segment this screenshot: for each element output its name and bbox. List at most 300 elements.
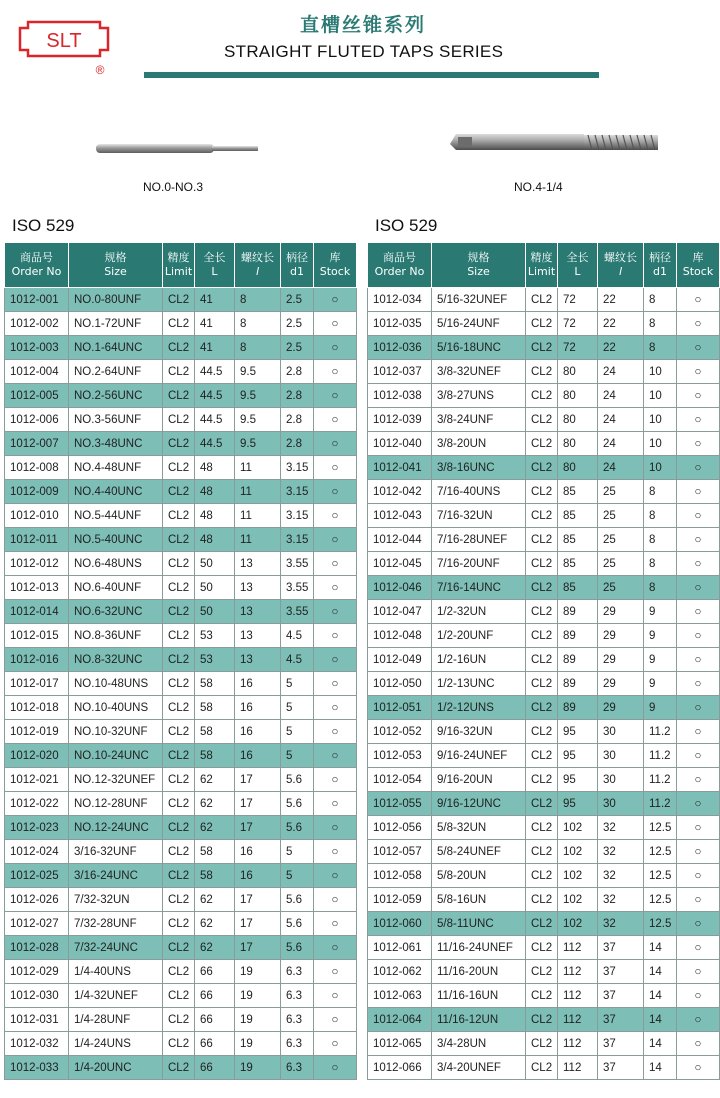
- length-cell: 89: [558, 696, 598, 720]
- stock-cell: ○: [677, 696, 720, 720]
- left-spec-table: [4, 242, 357, 1080]
- stock-cell: ○: [677, 600, 720, 624]
- length-cell: 58: [195, 744, 235, 768]
- stock-cell: ○: [677, 936, 720, 960]
- size-cell: 1/4-32UNEF: [69, 984, 163, 1008]
- size-cell: 7/16-32UN: [432, 504, 526, 528]
- shank-diameter-cell: 5: [281, 696, 314, 720]
- size-cell: 1/2-32UN: [432, 600, 526, 624]
- thread-length-cell: 17: [235, 912, 281, 936]
- order-no-cell: 1012-052: [368, 720, 432, 744]
- limit-cell: CL2: [163, 912, 195, 936]
- length-cell: 66: [195, 1008, 235, 1032]
- limit-cell: CL2: [163, 600, 195, 624]
- limit-cell: CL2: [526, 456, 558, 480]
- thread-length-cell: 37: [598, 1008, 644, 1032]
- shank-diameter-cell: 10: [644, 456, 677, 480]
- table-row: [5, 456, 357, 480]
- length-cell: 41: [195, 312, 235, 336]
- length-cell: 58: [195, 864, 235, 888]
- length-cell: 112: [558, 984, 598, 1008]
- thread-length-cell: 30: [598, 744, 644, 768]
- size-cell: NO.6-40UNF: [69, 576, 163, 600]
- stock-cell: ○: [677, 816, 720, 840]
- stock-cell: ○: [314, 672, 357, 696]
- length-cell: 89: [558, 624, 598, 648]
- header-limit: 精度 Limit: [526, 243, 558, 288]
- length-cell: 102: [558, 912, 598, 936]
- table-row: [368, 720, 720, 744]
- limit-cell: CL2: [526, 744, 558, 768]
- thread-length-cell: 13: [235, 552, 281, 576]
- thread-length-cell: 24: [598, 408, 644, 432]
- thread-length-cell: 13: [235, 576, 281, 600]
- stock-cell: ○: [314, 840, 357, 864]
- thread-length-cell: 13: [235, 600, 281, 624]
- size-cell: 9/16-12UNC: [432, 792, 526, 816]
- stock-cell: ○: [677, 744, 720, 768]
- table-row: [368, 432, 720, 456]
- length-cell: 95: [558, 720, 598, 744]
- table-row: [5, 768, 357, 792]
- length-cell: 72: [558, 312, 598, 336]
- table-row: [368, 864, 720, 888]
- shank-diameter-cell: 3.15: [281, 456, 314, 480]
- size-cell: NO.10-24UNC: [69, 744, 163, 768]
- order-no-cell: 1012-016: [5, 648, 69, 672]
- table-row: [368, 816, 720, 840]
- length-cell: 112: [558, 1056, 598, 1080]
- shank-diameter-cell: 9: [644, 600, 677, 624]
- limit-cell: CL2: [163, 984, 195, 1008]
- table-row: [368, 744, 720, 768]
- table-row: [368, 528, 720, 552]
- order-no-cell: 1012-045: [368, 552, 432, 576]
- limit-cell: CL2: [526, 888, 558, 912]
- stock-cell: ○: [314, 648, 357, 672]
- small-tap-image: [94, 138, 260, 162]
- size-cell: 11/16-16UN: [432, 984, 526, 1008]
- size-cell: NO.3-56UNF: [69, 408, 163, 432]
- size-cell: 3/8-16UNC: [432, 456, 526, 480]
- order-no-cell: 1012-049: [368, 648, 432, 672]
- length-cell: 48: [195, 528, 235, 552]
- size-cell: NO.4-48UNF: [69, 456, 163, 480]
- stock-cell: ○: [314, 480, 357, 504]
- shank-diameter-cell: 10: [644, 360, 677, 384]
- limit-cell: CL2: [526, 624, 558, 648]
- stock-cell: ○: [314, 456, 357, 480]
- size-cell: NO.8-36UNF: [69, 624, 163, 648]
- shank-diameter-cell: 14: [644, 1008, 677, 1032]
- limit-cell: CL2: [526, 384, 558, 408]
- length-cell: 48: [195, 456, 235, 480]
- table-row: [5, 792, 357, 816]
- shank-diameter-cell: 12.5: [644, 912, 677, 936]
- stock-cell: ○: [314, 432, 357, 456]
- length-cell: 112: [558, 936, 598, 960]
- header-limit: 精度 Limit: [163, 243, 195, 288]
- length-cell: 85: [558, 576, 598, 600]
- stock-cell: ○: [677, 720, 720, 744]
- shank-diameter-cell: 9: [644, 672, 677, 696]
- table-row: [368, 888, 720, 912]
- size-cell: 5/8-16UN: [432, 888, 526, 912]
- order-no-cell: 1012-065: [368, 1032, 432, 1056]
- stock-cell: ○: [677, 912, 720, 936]
- size-cell: NO.12-28UNF: [69, 792, 163, 816]
- limit-cell: CL2: [526, 312, 558, 336]
- table-row: [368, 936, 720, 960]
- table-row: [5, 384, 357, 408]
- thread-length-cell: 8: [235, 288, 281, 312]
- table-row: [5, 888, 357, 912]
- length-cell: 102: [558, 816, 598, 840]
- thread-length-cell: 29: [598, 672, 644, 696]
- stock-cell: ○: [314, 576, 357, 600]
- stock-cell: ○: [314, 912, 357, 936]
- limit-cell: CL2: [163, 288, 195, 312]
- size-cell: 1/4-24UNS: [69, 1032, 163, 1056]
- size-cell: 11/16-24UNEF: [432, 936, 526, 960]
- length-cell: 66: [195, 984, 235, 1008]
- table-row: [5, 312, 357, 336]
- table-row: [5, 576, 357, 600]
- length-cell: 95: [558, 744, 598, 768]
- limit-cell: CL2: [163, 888, 195, 912]
- shank-diameter-cell: 6.3: [281, 1008, 314, 1032]
- size-cell: 5/8-11UNC: [432, 912, 526, 936]
- header-thread-length: 螺纹长 l: [598, 243, 644, 288]
- stock-cell: ○: [314, 312, 357, 336]
- limit-cell: CL2: [526, 600, 558, 624]
- svg-text:®: ®: [95, 63, 105, 76]
- stock-cell: ○: [677, 504, 720, 528]
- thread-length-cell: 16: [235, 672, 281, 696]
- order-no-cell: 1012-030: [5, 984, 69, 1008]
- length-cell: 85: [558, 480, 598, 504]
- order-no-cell: 1012-039: [368, 408, 432, 432]
- order-no-cell: 1012-029: [5, 960, 69, 984]
- length-cell: 85: [558, 528, 598, 552]
- limit-cell: CL2: [526, 1008, 558, 1032]
- thread-length-cell: 37: [598, 960, 644, 984]
- order-no-cell: 1012-031: [5, 1008, 69, 1032]
- length-cell: 89: [558, 600, 598, 624]
- stock-cell: ○: [677, 960, 720, 984]
- thread-length-cell: 9.5: [235, 384, 281, 408]
- table-row: [5, 864, 357, 888]
- table-row: [5, 960, 357, 984]
- size-cell: 3/4-20UNEF: [432, 1056, 526, 1080]
- limit-cell: CL2: [163, 1056, 195, 1080]
- shank-diameter-cell: 10: [644, 432, 677, 456]
- limit-cell: CL2: [526, 504, 558, 528]
- order-no-cell: 1012-012: [5, 552, 69, 576]
- stock-cell: ○: [314, 984, 357, 1008]
- size-cell: 11/16-12UN: [432, 1008, 526, 1032]
- size-cell: NO.5-44UNF: [69, 504, 163, 528]
- order-no-cell: 1012-013: [5, 576, 69, 600]
- stock-cell: ○: [677, 672, 720, 696]
- table-row: [368, 504, 720, 528]
- limit-cell: CL2: [163, 840, 195, 864]
- table-row: [5, 912, 357, 936]
- order-no-cell: 1012-061: [368, 936, 432, 960]
- limit-cell: CL2: [526, 912, 558, 936]
- stock-cell: ○: [314, 504, 357, 528]
- length-cell: 48: [195, 504, 235, 528]
- table-row: [368, 1008, 720, 1032]
- order-no-cell: 1012-060: [368, 912, 432, 936]
- length-cell: 44.5: [195, 408, 235, 432]
- stock-cell: ○: [314, 816, 357, 840]
- shank-diameter-cell: 14: [644, 1032, 677, 1056]
- limit-cell: CL2: [526, 960, 558, 984]
- thread-length-cell: 16: [235, 744, 281, 768]
- shank-diameter-cell: 2.8: [281, 360, 314, 384]
- length-cell: 41: [195, 336, 235, 360]
- length-cell: 66: [195, 1056, 235, 1080]
- table-header: [5, 243, 357, 288]
- thread-length-cell: 19: [235, 1008, 281, 1032]
- shank-diameter-cell: 4.5: [281, 648, 314, 672]
- table-row: [5, 504, 357, 528]
- order-no-cell: 1012-004: [5, 360, 69, 384]
- stock-cell: ○: [314, 600, 357, 624]
- limit-cell: CL2: [163, 960, 195, 984]
- limit-cell: CL2: [163, 360, 195, 384]
- limit-cell: CL2: [163, 816, 195, 840]
- length-cell: 58: [195, 696, 235, 720]
- limit-cell: CL2: [163, 744, 195, 768]
- size-cell: 1/2-20UNF: [432, 624, 526, 648]
- order-no-cell: 1012-043: [368, 504, 432, 528]
- shank-diameter-cell: 3.15: [281, 504, 314, 528]
- limit-cell: CL2: [163, 1008, 195, 1032]
- size-cell: 3/16-24UNC: [69, 864, 163, 888]
- length-cell: 50: [195, 576, 235, 600]
- thread-length-cell: 29: [598, 696, 644, 720]
- header-shank-diameter: 柄径 d1: [281, 243, 314, 288]
- order-no-cell: 1012-042: [368, 480, 432, 504]
- large-tap-image: [446, 128, 662, 158]
- thread-length-cell: 25: [598, 504, 644, 528]
- thread-length-cell: 19: [235, 960, 281, 984]
- limit-cell: CL2: [526, 552, 558, 576]
- table-row: [368, 984, 720, 1008]
- size-cell: 3/8-20UN: [432, 432, 526, 456]
- size-cell: 5/16-18UNC: [432, 336, 526, 360]
- stock-cell: ○: [677, 528, 720, 552]
- limit-cell: CL2: [526, 696, 558, 720]
- size-cell: 5/8-24UNEF: [432, 840, 526, 864]
- header-order: 商品号 Order No: [5, 243, 69, 288]
- length-cell: 85: [558, 504, 598, 528]
- order-no-cell: 1012-015: [5, 624, 69, 648]
- limit-cell: CL2: [163, 408, 195, 432]
- order-no-cell: 1012-040: [368, 432, 432, 456]
- right-image-caption: NO.4-1/4: [514, 180, 563, 194]
- header-stock: 库 Stock: [314, 243, 357, 288]
- table-row: [5, 984, 357, 1008]
- table-row: [5, 672, 357, 696]
- limit-cell: CL2: [526, 792, 558, 816]
- page-title-en: STRAIGHT FLUTED TAPS SERIES: [224, 42, 504, 61]
- length-cell: 62: [195, 816, 235, 840]
- order-no-cell: 1012-002: [5, 312, 69, 336]
- thread-length-cell: 8: [235, 336, 281, 360]
- length-cell: 102: [558, 888, 598, 912]
- order-no-cell: 1012-044: [368, 528, 432, 552]
- limit-cell: CL2: [163, 528, 195, 552]
- header-size: 规格 Size: [69, 243, 163, 288]
- table-row: [5, 288, 357, 312]
- page-title-cn: 直槽丝锥系列: [300, 14, 427, 36]
- table-row: [368, 792, 720, 816]
- order-no-cell: 1012-006: [5, 408, 69, 432]
- table-row: [5, 1032, 357, 1056]
- stock-cell: ○: [677, 576, 720, 600]
- stock-cell: ○: [677, 432, 720, 456]
- stock-cell: ○: [314, 1032, 357, 1056]
- shank-diameter-cell: 8: [644, 312, 677, 336]
- limit-cell: CL2: [163, 864, 195, 888]
- length-cell: 80: [558, 408, 598, 432]
- shank-diameter-cell: 5: [281, 672, 314, 696]
- thread-length-cell: 9.5: [235, 432, 281, 456]
- shank-diameter-cell: 4.5: [281, 624, 314, 648]
- length-cell: 58: [195, 840, 235, 864]
- table-row: [5, 696, 357, 720]
- thread-length-cell: 9.5: [235, 360, 281, 384]
- thread-length-cell: 25: [598, 528, 644, 552]
- shank-diameter-cell: 11.2: [644, 720, 677, 744]
- thread-length-cell: 17: [235, 768, 281, 792]
- thread-length-cell: 25: [598, 480, 644, 504]
- thread-length-cell: 32: [598, 888, 644, 912]
- size-cell: 3/8-32UNEF: [432, 360, 526, 384]
- stock-cell: ○: [677, 1008, 720, 1032]
- size-cell: NO.1-72UNF: [69, 312, 163, 336]
- limit-cell: CL2: [163, 696, 195, 720]
- left-iso-label: ISO 529: [12, 216, 75, 235]
- table-row: [5, 600, 357, 624]
- thread-length-cell: 13: [235, 624, 281, 648]
- length-cell: 62: [195, 768, 235, 792]
- limit-cell: CL2: [163, 432, 195, 456]
- size-cell: NO.5-40UNC: [69, 528, 163, 552]
- shank-diameter-cell: 10: [644, 408, 677, 432]
- order-no-cell: 1012-054: [368, 768, 432, 792]
- shank-diameter-cell: 8: [644, 480, 677, 504]
- right-iso-label: ISO 529: [375, 216, 438, 235]
- size-cell: NO.10-48UNS: [69, 672, 163, 696]
- limit-cell: CL2: [163, 456, 195, 480]
- table-row: [5, 624, 357, 648]
- stock-cell: ○: [314, 624, 357, 648]
- thread-length-cell: 24: [598, 432, 644, 456]
- order-no-cell: 1012-066: [368, 1056, 432, 1080]
- thread-length-cell: 37: [598, 1032, 644, 1056]
- size-cell: 1/4-20UNC: [69, 1056, 163, 1080]
- table-row: [368, 960, 720, 984]
- stock-cell: ○: [677, 792, 720, 816]
- limit-cell: CL2: [163, 624, 195, 648]
- size-cell: 1/2-12UNS: [432, 696, 526, 720]
- order-no-cell: 1012-033: [5, 1056, 69, 1080]
- table-row: [368, 408, 720, 432]
- size-cell: 9/16-32UN: [432, 720, 526, 744]
- stock-cell: ○: [677, 888, 720, 912]
- stock-cell: ○: [677, 408, 720, 432]
- shank-diameter-cell: 9: [644, 648, 677, 672]
- shank-diameter-cell: 2.5: [281, 336, 314, 360]
- thread-length-cell: 37: [598, 984, 644, 1008]
- thread-length-cell: 29: [598, 600, 644, 624]
- limit-cell: CL2: [163, 792, 195, 816]
- size-cell: 3/8-27UNS: [432, 384, 526, 408]
- shank-diameter-cell: 5: [281, 744, 314, 768]
- stock-cell: ○: [314, 336, 357, 360]
- table-row: [368, 600, 720, 624]
- thread-length-cell: 32: [598, 840, 644, 864]
- length-cell: 50: [195, 552, 235, 576]
- table-row: [368, 624, 720, 648]
- size-cell: 5/16-32UNEF: [432, 288, 526, 312]
- shank-diameter-cell: 6.3: [281, 1032, 314, 1056]
- shank-diameter-cell: 5: [281, 720, 314, 744]
- table-row: [5, 336, 357, 360]
- stock-cell: ○: [314, 384, 357, 408]
- order-no-cell: 1012-032: [5, 1032, 69, 1056]
- limit-cell: CL2: [163, 384, 195, 408]
- stock-cell: ○: [677, 648, 720, 672]
- left-image-caption: NO.0-NO.3: [143, 180, 204, 194]
- length-cell: 53: [195, 648, 235, 672]
- thread-length-cell: 19: [235, 1056, 281, 1080]
- limit-cell: CL2: [526, 984, 558, 1008]
- order-no-cell: 1012-036: [368, 336, 432, 360]
- limit-cell: CL2: [526, 528, 558, 552]
- shank-diameter-cell: 5.6: [281, 792, 314, 816]
- limit-cell: CL2: [163, 336, 195, 360]
- table-row: [5, 816, 357, 840]
- length-cell: 62: [195, 936, 235, 960]
- table-row: [5, 528, 357, 552]
- size-cell: 1/2-16UN: [432, 648, 526, 672]
- order-no-cell: 1012-064: [368, 1008, 432, 1032]
- table-row: [5, 648, 357, 672]
- shank-diameter-cell: 8: [644, 288, 677, 312]
- order-no-cell: 1012-019: [5, 720, 69, 744]
- order-no-cell: 1012-056: [368, 816, 432, 840]
- shank-diameter-cell: 11.2: [644, 768, 677, 792]
- order-no-cell: 1012-050: [368, 672, 432, 696]
- limit-cell: CL2: [526, 336, 558, 360]
- title-underline: [144, 72, 599, 78]
- limit-cell: CL2: [163, 576, 195, 600]
- header-size: 规格 Size: [432, 243, 526, 288]
- header-stock: 库 Stock: [677, 243, 720, 288]
- limit-cell: CL2: [526, 720, 558, 744]
- order-no-cell: 1012-014: [5, 600, 69, 624]
- limit-cell: CL2: [526, 864, 558, 888]
- order-no-cell: 1012-010: [5, 504, 69, 528]
- length-cell: 112: [558, 1032, 598, 1056]
- shank-diameter-cell: 5.6: [281, 936, 314, 960]
- shank-diameter-cell: 3.15: [281, 480, 314, 504]
